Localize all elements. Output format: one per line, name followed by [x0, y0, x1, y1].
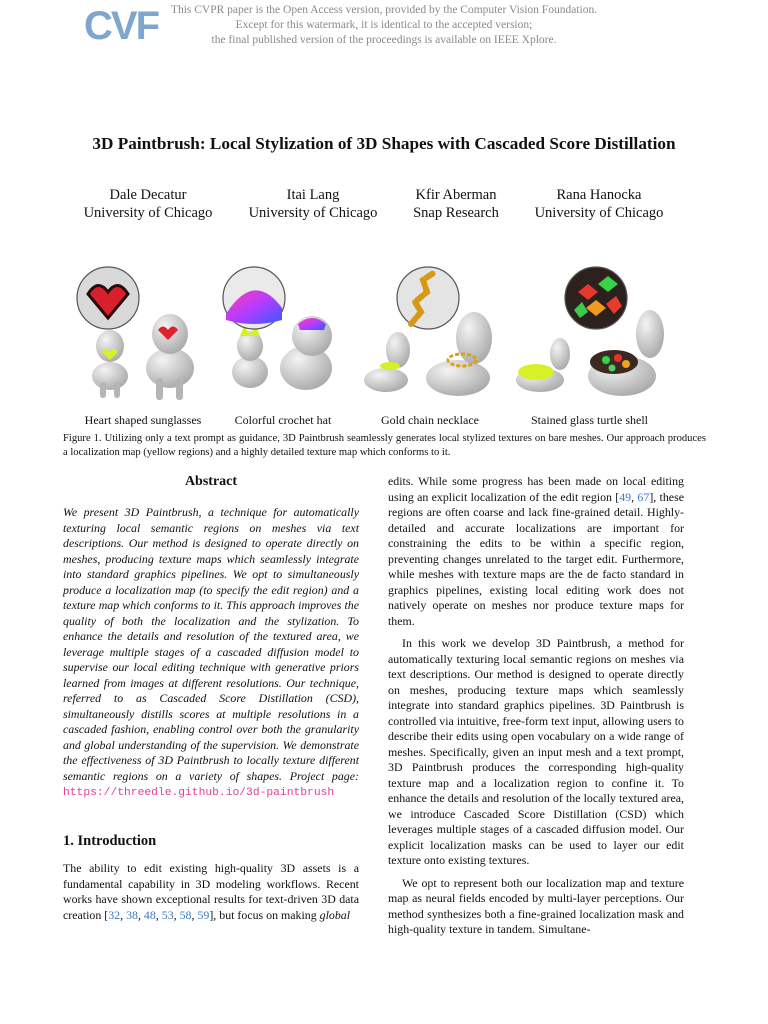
author-name: Kfir Aberman [415, 187, 497, 203]
author-affiliation: University of Chicago [83, 205, 213, 221]
project-page-label: Project page: [289, 768, 359, 783]
body-text: ], these regions are often coarse and lack fine-grained detail. Highly-detailed and accurate localizations are important for constraining the edits to be within a specific region, preventing changes unrelated to the target edit. Furthermore, while meshes with texture maps are the de facto standard in graphics pipelines, existing local editing work does not natively operate on meshes nor produce texture maps for them. [388, 489, 684, 628]
intro-paragraph: The ability to edit existing high-quality 3D assets is a fundamental capability in 3D modeling workflows. Recent works have shown exceptional results for text-driven 3D data creation [32, 38, 48, 53, 58, 59], but focus on making global [63, 861, 359, 922]
localization-region [518, 364, 554, 380]
zoom-inset-shell [565, 267, 627, 329]
watermark-line-1: This CVPR paper is the Open Access version, provided by the Computer Vision Foundation. [170, 4, 598, 16]
citation-link[interactable]: 58 [179, 907, 192, 922]
citation-link[interactable]: 67 [637, 489, 650, 504]
cow-mesh-small [92, 330, 128, 398]
citation-link[interactable]: 53 [161, 907, 174, 922]
author-block [78, 186, 218, 222]
horse-mesh-small [516, 338, 570, 392]
paper-title: 3D Paintbrush: Local Stylization of 3D Shapes with Cascaded Score Distillation [92, 134, 676, 153]
citation-link[interactable]: 49 [619, 489, 632, 504]
abstract-text: We present 3D Paintbrush, a technique for automatically texturing local semantic regions on meshes via text descriptions. Our method is designed to operate directly on meshes, producing texture maps which seamlessly integrate into standard graphics pipelines. We opt to simultaneously produce a localization map (to specify the edit region) and a texture map which conforms to it. This approach improves the quality of both the localization and the stylization. To enhance the details and resolution of the textured area, we leverage multiple stages of a cascaded diffusion model to supervise our local editing technique with generative priors learned from images at different resolutions. Our technique, referred to as Cascaded Score Distillation (CSD), simultaneously distills scores at multiple resolutions in a cascaded fashion, enabling control over both the granularity and global understanding of the supervision. We demonstrate the effectiveness of 3D Paintbrush to locally texture different semantic regions on a variety of shapes. [63, 505, 359, 783]
watermark-line-3: the final published version of the proceedings is available on IEEE Xplore. [211, 34, 557, 46]
figure-label: Heart shaped sunglasses [84, 413, 202, 427]
teaser-figure [66, 264, 702, 410]
citation-link[interactable]: 59 [197, 907, 210, 922]
project-page-link[interactable]: https://threedle.github.io/3d-paintbrush [63, 787, 335, 799]
author-name: Rana Hanocka [556, 187, 642, 203]
right-column [388, 474, 684, 938]
citation-link[interactable]: 38 [126, 907, 138, 922]
abstract-body [63, 505, 359, 802]
author-affiliation: University of Chicago [248, 205, 378, 221]
cow-mesh-textured [146, 314, 194, 400]
figure-label: Colorful crochet hat [234, 413, 332, 427]
cvf-logo: CVF [84, 4, 158, 48]
panel-gold-chain [364, 267, 492, 396]
intro-text: ], but focus on making [209, 907, 320, 922]
author-block [528, 186, 670, 222]
panel-crochet-hat [223, 267, 332, 390]
body-text: edits. While some progress has been made on local editing using an explicit localization of the edit region [ [388, 474, 684, 504]
author-name: Dale Decatur [109, 187, 187, 203]
author-affiliation: University of Chicago [534, 205, 664, 221]
abstract-heading: Abstract [184, 474, 238, 489]
body-paragraph: edits. While some progress has been made on local editing using an explicit localization of the edit region [49, 67], these regions are often coarse and lack fine-grained detail. Highly-detailed and accurate localizations are important for constraining the edits to be within a specific region, preventing changes unrelated to the target edit. Furthermore, while meshes with texture maps are the de facto standard in graphics pipelines, existing local editing work does not natively operate on meshes nor produce texture maps for them. [388, 474, 684, 628]
zoom-inset-chain [397, 267, 459, 329]
section-heading-introduction: 1. Introduction [63, 833, 157, 849]
cow-mesh-textured [280, 316, 332, 390]
author-block [402, 186, 510, 222]
cow-mesh-small [232, 326, 268, 388]
author-name: Itai Lang [286, 187, 340, 203]
localization-region [380, 362, 400, 370]
figure-label: Gold chain necklace [381, 413, 479, 427]
zoom-inset-sunglasses [77, 267, 139, 329]
body-paragraph: In this work we develop 3D Paintbrush, a method for automatically texturing local semantic regions on meshes via text descriptions. Our method is designed to operate directly on meshes, producing texture maps which seamlessly integrate into standard graphics pipelines. 3D Paintbrush is controlled via intuitive, free-form text input, allowing users to describe their edits using open vocabulary on a wide range of meshes. Specifically, given an input mesh and a text prompt, 3D Paintbrush produces the corresponding high-quality texture map and a localization region to confine it. To enhance the details and resolution of the locally textured area, we introduce Cascaded Score Distillation (CSD) which leverages multiple stages of a cascaded diffusion model. Our explicit localization masks can be used to layer our edit texture onto existing textures. [388, 636, 684, 867]
author-block [243, 186, 383, 222]
horse-mesh-small [364, 332, 410, 392]
figure-label: Stained glass turtle shell [531, 413, 648, 427]
citation-link[interactable]: 48 [143, 907, 156, 922]
intro-emphasis: global [319, 907, 351, 922]
author-affiliation: Snap Research [413, 205, 499, 221]
watermark-line-2: Except for this watermark, it is identical to the accepted version; [235, 19, 533, 31]
body-paragraph: We opt to represent both our localization map and texture map as neural fields encoded by multi-layer perceptions. Our method synthesizes both a fine-grained localization mask and high-quality texture in tandem. Simultane- [388, 875, 684, 936]
figure-caption: Figure 1. Utilizing only a text prompt as guidance, 3D Paintbrush seamlessly generates local stylized textures on bare meshes. Our approach produces a localization map (yellow regions) and a highly detailed texture map which conforms to it. [63, 433, 706, 458]
panel-turtle-shell [516, 267, 664, 396]
citation-link[interactable]: 32 [108, 907, 121, 922]
zoom-inset-hat [223, 267, 285, 329]
panel-heart-sunglasses [77, 267, 194, 400]
intro-text: The ability to edit existing high-quality 3D assets is a fundamental capability in 3D modeling workflows. Recent works have shown exceptional results for text-driven 3D data creation [ [63, 861, 359, 922]
